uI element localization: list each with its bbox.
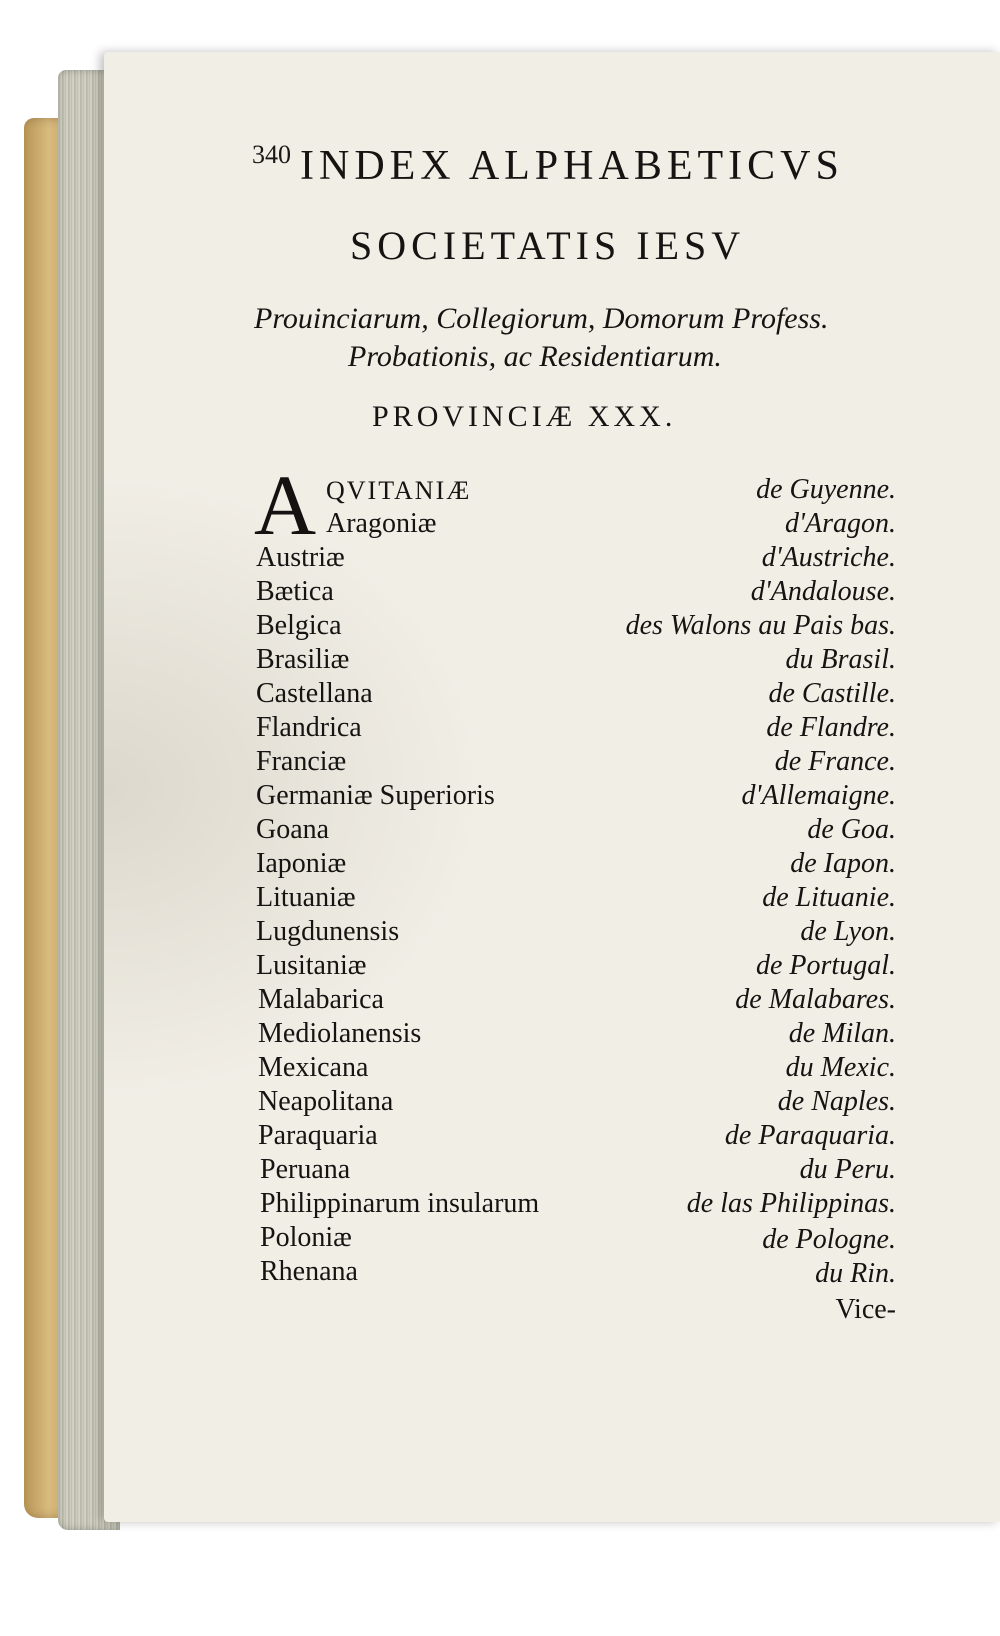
french-name: de Portugal. [756,950,896,981]
italic-subheading-line-2: Probationis, ac Residentiarum. [348,340,722,373]
french-name: de Castille. [768,678,896,709]
french-name: de Malabares. [735,984,896,1015]
latin-name: Malabarica [258,984,384,1015]
latin-name: Poloniæ [260,1222,352,1253]
french-name: de Guyenne. [756,474,896,505]
latin-name: Paraquaria [258,1120,378,1151]
first-entry-word: QVITANIÆ [326,476,472,505]
drop-cap: A [254,457,317,553]
french-name: d'Andalouse. [750,576,896,607]
latin-name: Lugdunensis [256,916,400,947]
latin-name: Neapolitana [258,1086,394,1117]
french-name: du Rin. [815,1258,896,1289]
french-name: du Mexic. [785,1052,896,1083]
french-name: de Goa. [807,814,896,845]
latin-name: Austriæ [256,542,345,573]
section-heading: PROVINCIÆ XXX. [372,400,677,433]
french-name: de las Philippinas. [686,1188,896,1219]
latin-name: Aragoniæ [326,508,437,539]
french-name: de France. [774,746,896,777]
latin-name: Goana [256,814,330,845]
latin-name: Peruana [260,1154,351,1185]
latin-name: Philippinarum insularum [260,1188,540,1219]
french-name: de Lyon. [800,916,896,947]
latin-name: Mexicana [258,1052,369,1083]
french-name: de Flandre. [766,712,896,743]
french-name: du Peru. [799,1154,896,1185]
french-name: de Milan. [788,1018,896,1049]
page-subtitle: SOCIETATIS IESV [350,223,746,268]
french-name: de Iapon. [790,848,896,879]
italic-subheading-line-1: Prouinciarum, Collegiorum, Domorum Profess. [254,302,829,335]
french-name: d'Aragon. [785,508,896,539]
latin-name: Bætica [256,576,334,607]
latin-name: Iaponiæ [256,848,347,879]
page-title: INDEX ALPHABETICVS [300,143,844,189]
french-name: d'Austriche. [761,542,896,573]
latin-name: Brasiliæ [256,644,350,675]
french-name: de Pologne. [762,1224,896,1255]
latin-name: Belgica [256,610,342,641]
latin-name: Lituaniæ [256,882,356,913]
latin-name: Mediolanensis [258,1018,422,1049]
french-name: de Lituanie. [762,882,896,913]
page-number: 340 [252,140,291,169]
latin-name: Lusitaniæ [256,950,367,981]
french-name: d'Allemaigne. [741,780,896,811]
french-name: du Brasil. [785,644,896,675]
latin-name: Germaniæ Superioris [256,780,495,811]
latin-name: Rhenana [260,1256,358,1287]
french-name: de Naples. [777,1086,896,1117]
french-name: des Walons au Pais bas. [625,610,896,641]
latin-name: Franciæ [256,746,347,777]
french-name: de Paraquaria. [724,1120,896,1151]
latin-name: Flandrica [256,712,362,743]
catchword: Vice- [835,1294,896,1325]
latin-name: Castellana [256,678,373,709]
